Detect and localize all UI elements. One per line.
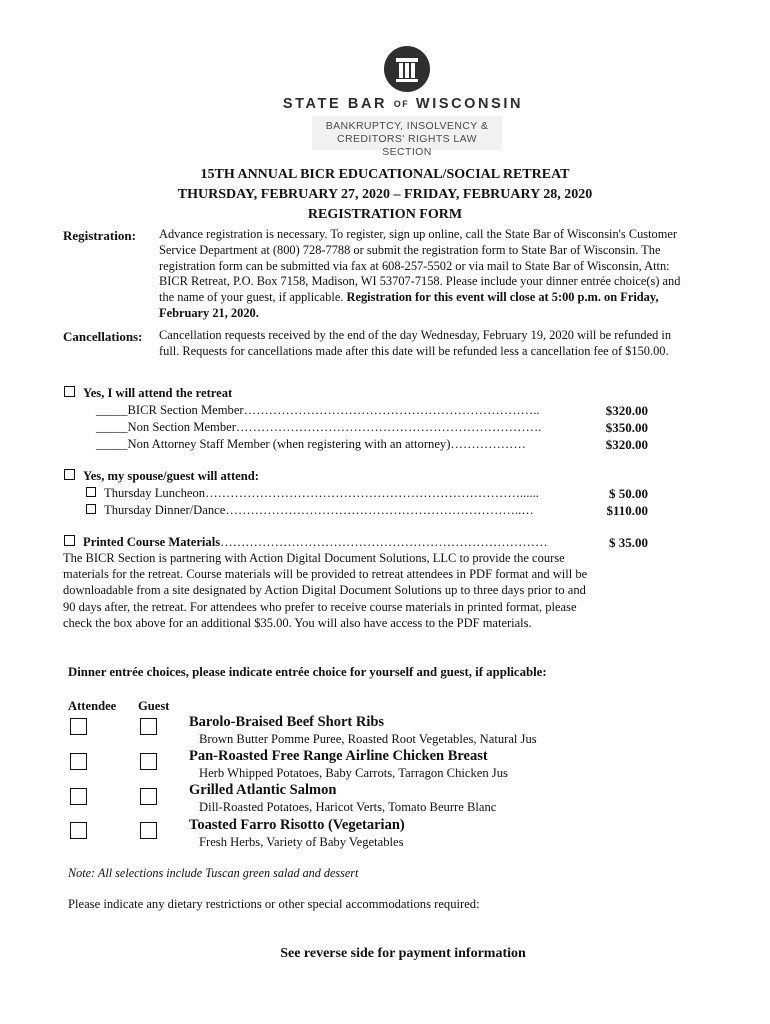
guest-entree-checkbox-3[interactable] — [140, 788, 157, 805]
registration-label: Registration: — [63, 228, 136, 243]
menu-note: Note: All selections include Tuscan green salad and dessert — [68, 866, 359, 880]
section-name-box — [312, 116, 502, 158]
attend-item-bicr: _____BICR Section Member…………………………………………………………….. — [96, 403, 540, 417]
cancellations-text: Cancellation requests received by the end of the day Wednesday, February 19, 2020 will be refunded in full. Requests for cancellations made after this date will be refunded less a cancellation fee of $150.00. — [159, 328, 672, 358]
attend-price-non-section: $350.00 — [605, 420, 648, 435]
guest-price-dinner: $110.00 — [606, 503, 648, 518]
dinner-heading: Dinner entrée choices, please indicate entrée choice for yourself and guest, if applicable: — [68, 665, 547, 679]
reverse-side-note: See reverse side for payment information — [280, 946, 526, 961]
org-name: STATE BAR OF WISCONSIN — [282, 96, 524, 112]
entree-desc-3: Dill-Roasted Potatoes, Haricot Verts, Tomato Beurre Blanc — [199, 800, 497, 814]
guest-item-dinner[interactable]: Thursday Dinner/Dance……………………………………………………………..… — [86, 503, 534, 518]
state-bar-logo — [262, 46, 544, 158]
entree-desc-1: Brown Butter Pomme Puree, Roasted Root Vegetables, Natural Jus — [199, 732, 537, 746]
guest-entree-checkbox-1[interactable] — [140, 718, 157, 735]
attendee-entree-checkbox-3[interactable] — [70, 788, 87, 805]
materials-option[interactable]: Printed Course Materials…………………………………………………………………… — [64, 535, 548, 550]
guest-entree-checkbox-2[interactable] — [140, 753, 157, 770]
guest-option[interactable] — [64, 469, 259, 484]
luncheon-checkbox[interactable] — [86, 487, 96, 497]
title-line-3: REGISTRATION FORM — [307, 207, 463, 222]
entree-name-3: Grilled Atlantic Salmon — [189, 782, 337, 798]
registration-text: Advance registration is necessary. To register, sign up online, call the State Bar of Wisconsin's Customer Service Department at (800) 728-7788 or submit the registration form to State Bar of Wisconsin. The registration form can be submitted via fax at 608-257-5502 or via mail to State Bar of Wisconsin, Attn: BICR Retreat, P.O. Box 7158, Madison, WI 53707-7158. Please include your dinner entrée choice(s) and the name of your guest, if applicable. Registration for this event will close at 5:00 p.m. on Friday, February 21, 2020. — [159, 227, 681, 320]
dietary-label: Please indicate any dietary restrictions or other special accommodations required: — [68, 897, 480, 911]
guest-item-luncheon[interactable]: Thursday Luncheon…………………………………………………………………...... — [86, 486, 539, 501]
materials-price: $ 35.00 — [609, 535, 648, 550]
guest-checkbox[interactable] — [64, 469, 75, 480]
guest-heading: Yes, my spouse/guest will attend: — [83, 469, 259, 483]
pillar-emblem-icon — [384, 46, 430, 92]
entree-desc-2: Herb Whipped Potatoes, Baby Carrots, Tarragon Chicken Jus — [199, 766, 508, 780]
attend-price-bicr: $320.00 — [605, 403, 648, 418]
entree-name-1: Barolo-Braised Beef Short Ribs — [189, 714, 385, 730]
materials-checkbox[interactable] — [64, 535, 75, 546]
guest-price-luncheon: $ 50.00 — [609, 486, 648, 501]
section-line-2: CREDITORS' RIGHTS LAW SECTION — [337, 133, 477, 158]
guest-column-header: Guest — [138, 699, 170, 713]
entree-desc-4: Fresh Herbs, Variety of Baby Vegetables — [199, 835, 404, 849]
attend-option[interactable] — [64, 386, 232, 401]
guest-entree-checkbox-4[interactable] — [140, 822, 157, 839]
dietary-input-line[interactable]: _______________________________________________________________________________ — [66, 911, 540, 923]
attend-checkbox[interactable] — [64, 386, 75, 397]
entree-name-2: Pan-Roasted Free Range Airline Chicken Breast — [189, 748, 488, 764]
attendee-entree-checkbox-4[interactable] — [70, 822, 87, 839]
section-line-1: BANKRUPTCY, INSOLVENCY & — [325, 120, 489, 132]
dinner-dance-checkbox[interactable] — [86, 504, 96, 514]
attendee-column-header: Attendee — [68, 699, 117, 713]
title-line-2: THURSDAY, FEBRUARY 27, 2020 – FRIDAY, FEBRUARY 28, 2020 — [177, 187, 593, 202]
attend-price-staff: $320.00 — [605, 437, 648, 452]
materials-heading: Printed Course Materials — [83, 535, 221, 549]
attend-heading: Yes, I will attend the retreat — [83, 386, 233, 400]
entree-name-4: Toasted Farro Risotto (Vegetarian) — [189, 817, 405, 833]
materials-text: The BICR Section is partnering with Action Digital Document Solutions, LLC to provide the course materials for the retreat. Course materials will be provided to retreat attendees in PDF format and will be downloadable from a site designated by Action Digital Document Solutions up to three days prior to and 90 days after, the retreat. For attendees who prefer to receive course materials in printed format, please check the box above for an additional $35.00. You will also have access to the PDF materials. — [63, 551, 588, 630]
attend-item-staff: _____Non Attorney Staff Member (when registering with an attorney)……………… — [96, 437, 526, 451]
attendee-entree-checkbox-1[interactable] — [70, 718, 87, 735]
cancellations-label: Cancellations: — [63, 329, 143, 344]
attend-item-non-section: _____Non Section Member………………………………………………………………. — [96, 420, 542, 434]
attendee-entree-checkbox-2[interactable] — [70, 753, 87, 770]
title-line-1: 15TH ANNUAL BICR EDUCATIONAL/SOCIAL RETREAT — [200, 167, 570, 182]
